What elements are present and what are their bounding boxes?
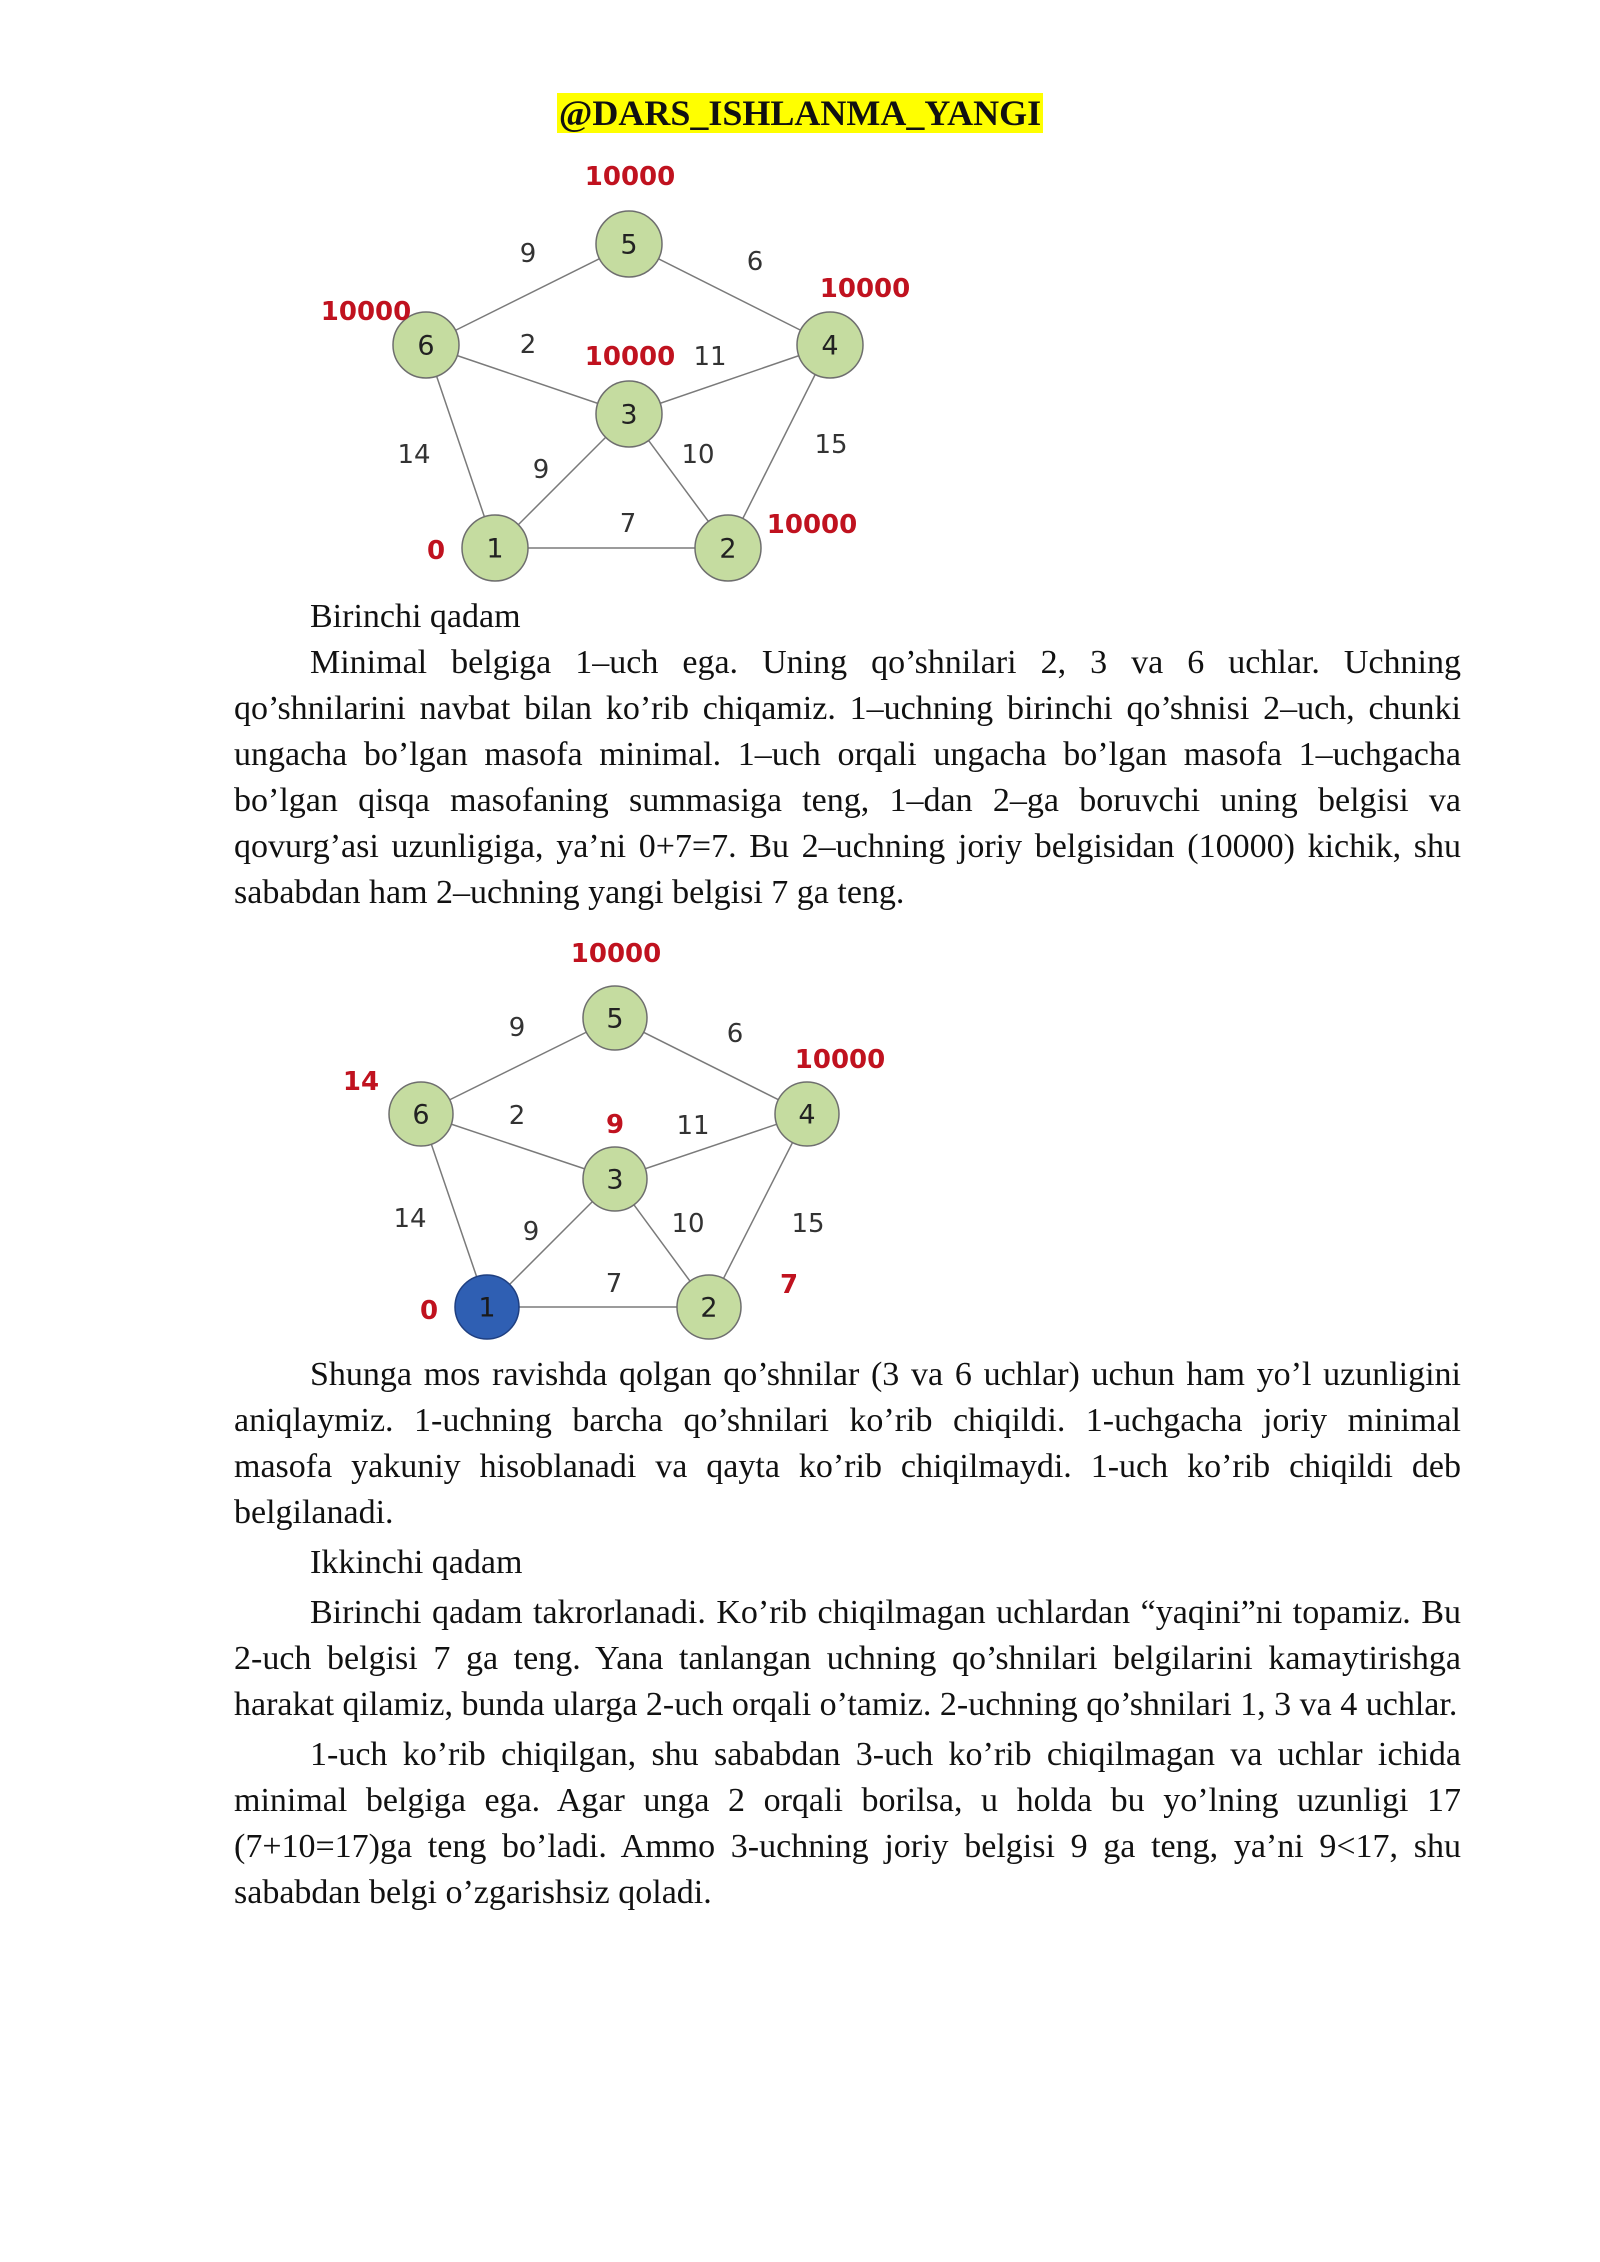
distance-label-5: 10000 [570, 939, 662, 969]
edge-weight-1-3: 9 [532, 455, 550, 485]
node-label-2: 2 [719, 533, 737, 565]
distance-label-1: 0 [419, 1296, 439, 1326]
heading-first-step: Birinchi qadam [310, 598, 521, 635]
graph-diagram-2 [300, 930, 940, 1350]
edge-weight-6-5: 9 [519, 239, 537, 269]
graph-1-svg [300, 155, 940, 595]
page-header [0, 92, 1600, 134]
edge-weight-6-3: 2 [519, 330, 537, 360]
edge-weight-4-2: 15 [814, 430, 848, 460]
section-first-step [234, 594, 1461, 916]
distance-label-4: 10000 [794, 1045, 886, 1075]
node-label-4: 4 [798, 1099, 816, 1131]
distance-label-3: 10000 [584, 342, 676, 372]
edge-weight-4-2: 15 [791, 1209, 825, 1239]
graph-diagram-1 [300, 155, 940, 595]
node-label-5: 5 [620, 229, 638, 261]
node-label-3: 3 [606, 1164, 624, 1196]
paragraph-first-step: Minimal belgiga 1–uch ega. Uning qo’shnilari 2, 3 va 6 uchlar. Uchning qo’shnilarini navbat bilan ko’rib chiqamiz. 1–uchning birinchi qo’shnisi 2–uch, chunki ungacha bo’lgan masofa minimal. 1–uch orqali ungacha bo’lgan masofa 1–uchgacha bo’lgan qisqa masofaning summasiga teng, 1–dan 2–ga boruvchi uning belgisi va qovurg’asi uzunligiga, ya’ni 0+7=7. Bu 2–uchning joriy belgisidan (10000) kichik, shu sababdan ham 2–uchning yangi belgisi 7 ga teng. [234, 644, 1461, 911]
node-label-1: 1 [486, 533, 504, 565]
edge-weight-1-2: 7 [619, 509, 637, 539]
edge-weight-3-2: 10 [681, 440, 715, 470]
distance-label-5: 10000 [584, 162, 676, 192]
edge-weight-5-4: 6 [726, 1019, 744, 1049]
distance-label-6: 10000 [320, 297, 412, 327]
distance-label-2: 10000 [766, 510, 858, 540]
node-label-4: 4 [821, 330, 839, 362]
edge-weight-6-1: 14 [397, 440, 431, 470]
distance-label-1: 0 [426, 536, 446, 566]
distance-label-4: 10000 [819, 274, 911, 304]
graph-2-svg [300, 930, 940, 1350]
paragraph-conclusion: 1-uch ko’rib chiqilgan, shu sababdan 3-uch ko’rib chiqilmagan va uchlar ichida minimal belgiga ega. Agar unga 2 orqali borilsa, u holda bu yo’lning uzunligi 17 (7+10=17)ga teng bo’ladi. Ammo 3-uchning joriy belgisi 9 ga teng, ya’ni 9<17, shu sababdan belgi o’zgarishsiz qoladi. [234, 1736, 1461, 1911]
paragraph-neighbors: Shunga mos ravishda qolgan qo’shnilar (3 va 6 uchlar) uchun ham yo’l uzunligini aniqlaymiz. 1-uchning barcha qo’shnilari ko’rib chiqildi. 1-uchgacha joriy minimal masofa yakuniy hisoblanadi va qayta ko’rib chiqilmaydi. 1-uch ko’rib chiqildi deb belgilanadi. [234, 1356, 1461, 1531]
distance-label-6: 14 [342, 1067, 380, 1097]
edge-weight-3-4: 11 [693, 342, 727, 372]
channel-tag: @DARS_ISHLANMA_YANGI [558, 93, 1042, 133]
node-label-6: 6 [412, 1099, 430, 1131]
edge-weight-6-3: 2 [508, 1101, 526, 1131]
edge-weight-1-3: 9 [522, 1217, 540, 1247]
edge-weight-3-4: 11 [676, 1111, 710, 1141]
edge-weight-3-2: 10 [671, 1209, 705, 1239]
node-label-2: 2 [700, 1292, 718, 1324]
edge-weight-1-2: 7 [605, 1269, 623, 1299]
distance-label-2: 7 [779, 1270, 799, 1300]
heading-second-step: Ikkinchi qadam [310, 1544, 523, 1581]
node-label-3: 3 [620, 399, 638, 431]
edge-weight-6-1: 14 [393, 1204, 427, 1234]
paragraph-second-step: Birinchi qadam takrorlanadi. Ko’rib chiqilmagan uchlardan “yaqini”ni topamiz. Bu 2-uch belgisi 7 ga teng. Yana tanlangan uchning qo’shnilari belgilarini kamaytirishga harakat qilamiz, bunda ularga 2-uch orqali o’tamiz. 2-uchning qo’shnilari 1, 3 va 4 uchlar. [234, 1594, 1461, 1723]
node-label-6: 6 [417, 330, 435, 362]
section-second-step [234, 1352, 1461, 1916]
distance-label-3: 9 [605, 1110, 625, 1140]
node-label-1: 1 [478, 1292, 496, 1324]
edge-weight-5-4: 6 [746, 247, 764, 277]
node-label-5: 5 [606, 1003, 624, 1035]
edge-weight-6-5: 9 [508, 1013, 526, 1043]
